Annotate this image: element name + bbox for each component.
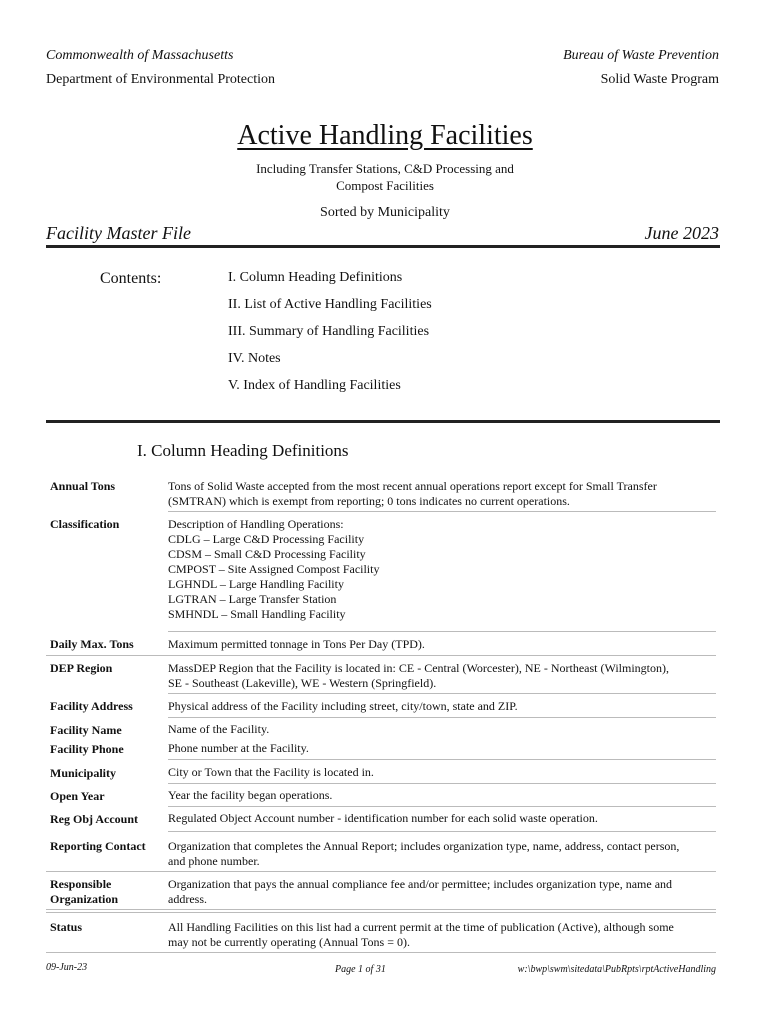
subtitle-line-2: Compost Facilities [336, 178, 434, 193]
definition-description: Tons of Solid Waste accepted from the most recent annual operations report except for Small Transfer (SMTRAN) which is exempt from reporting; 0 tons indicates no current operations. [168, 479, 657, 508]
sort-note: Sorted by Municipality [320, 205, 450, 220]
definition-description: Description of Handling Operations: CDLG – Large C&D Processing Facility CDSM – Small C&D Processing Facility CMPOST – Site Assigned Compost Facility LGHNDL – Large Handling Facility LGTRAN – Large Transfer Station SMHNDL – Small Handling Facility [168, 517, 380, 621]
definition-term: Reporting Contact [50, 839, 146, 853]
definition-term: Responsible Organization [50, 877, 118, 906]
row-divider [168, 717, 716, 718]
row-divider [168, 693, 716, 694]
header-program: Solid Waste Program [600, 72, 719, 87]
definition-description: Year the facility began operations. [168, 788, 333, 802]
footer-date: 09-Jun-23 [46, 962, 88, 973]
page-title: Active Handling Facilities [237, 120, 533, 151]
divider [46, 245, 720, 248]
definition-term: Open Year [50, 789, 105, 803]
contents-item: III. Summary of Handling Facilities [228, 324, 430, 339]
contents-item: II. List of Active Handling Facilities [228, 297, 432, 312]
contents-item: V. Index of Handling Facilities [228, 378, 401, 393]
contents-item: IV. Notes [228, 351, 281, 366]
definition-term: Reg Obj Account [50, 812, 138, 826]
definition-description: Maximum permitted tonnage in Tons Per Day (TPD). [168, 637, 425, 651]
definition-description: MassDEP Region that the Facility is located in: CE - Central (Worcester), NE - Northeast (Wilmington), SE - Southeast (Lakeville), WE - Western (Springfield). [168, 661, 669, 690]
footer-file-path: w:\bwp\swm\sitedata\PubRpts\rptActiveHandling [517, 964, 716, 975]
definition-term: Classification [50, 517, 120, 531]
header-department: Department of Environmental Protection [46, 72, 275, 87]
row-divider [46, 871, 716, 872]
file-name: Facility Master File [46, 223, 191, 243]
row-divider [168, 783, 716, 784]
header-agency: Commonwealth of Massachusetts [46, 48, 234, 63]
footer-page-number: Page 1 of 31 [335, 964, 386, 975]
row-divider [46, 952, 716, 953]
row-divider [46, 655, 716, 656]
definition-term: DEP Region [50, 661, 113, 675]
definition-description: City or Town that the Facility is located in. [168, 765, 374, 779]
definition-term: Facility Phone [50, 742, 124, 756]
section-heading: I. Column Heading Definitions [137, 441, 349, 460]
definition-term: Annual Tons [50, 479, 116, 493]
report-date: June 2023 [644, 223, 719, 243]
row-divider [168, 511, 716, 512]
subtitle-line-1: Including Transfer Stations, C&D Processing and [256, 161, 514, 176]
definition-term: Municipality [50, 766, 117, 780]
definition-description: Regulated Object Account number - identification number for each solid waste operation. [168, 811, 598, 825]
definition-term: Status [50, 920, 83, 934]
definition-term: Facility Name [50, 723, 122, 737]
row-divider [168, 831, 716, 832]
definition-description: Physical address of the Facility including street, city/town, state and ZIP. [168, 699, 518, 713]
definition-description: Name of the Facility. [168, 722, 270, 736]
definition-term: Facility Address [50, 699, 133, 713]
row-divider [168, 806, 716, 807]
definition-description: Phone number at the Facility. [168, 741, 309, 755]
definition-description: All Handling Facilities on this list had a current permit at the time of publication (Active), although some may not be currently operating (Annual Tons = 0). [168, 920, 674, 949]
contents-item: I. Column Heading Definitions [228, 270, 403, 285]
contents-label: Contents: [100, 270, 162, 287]
row-divider [168, 759, 716, 760]
definition-description: Organization that completes the Annual Report; includes organization type, name, address, contact person, and phone number. [168, 839, 680, 868]
divider [46, 420, 720, 423]
row-divider [46, 912, 716, 913]
row-divider [168, 631, 716, 632]
definition-description: Organization that pays the annual compliance fee and/or permittee; includes organization type, name and address. [168, 877, 673, 906]
definition-term: Daily Max. Tons [50, 637, 134, 651]
row-divider [46, 909, 716, 910]
header-bureau: Bureau of Waste Prevention [563, 48, 719, 63]
